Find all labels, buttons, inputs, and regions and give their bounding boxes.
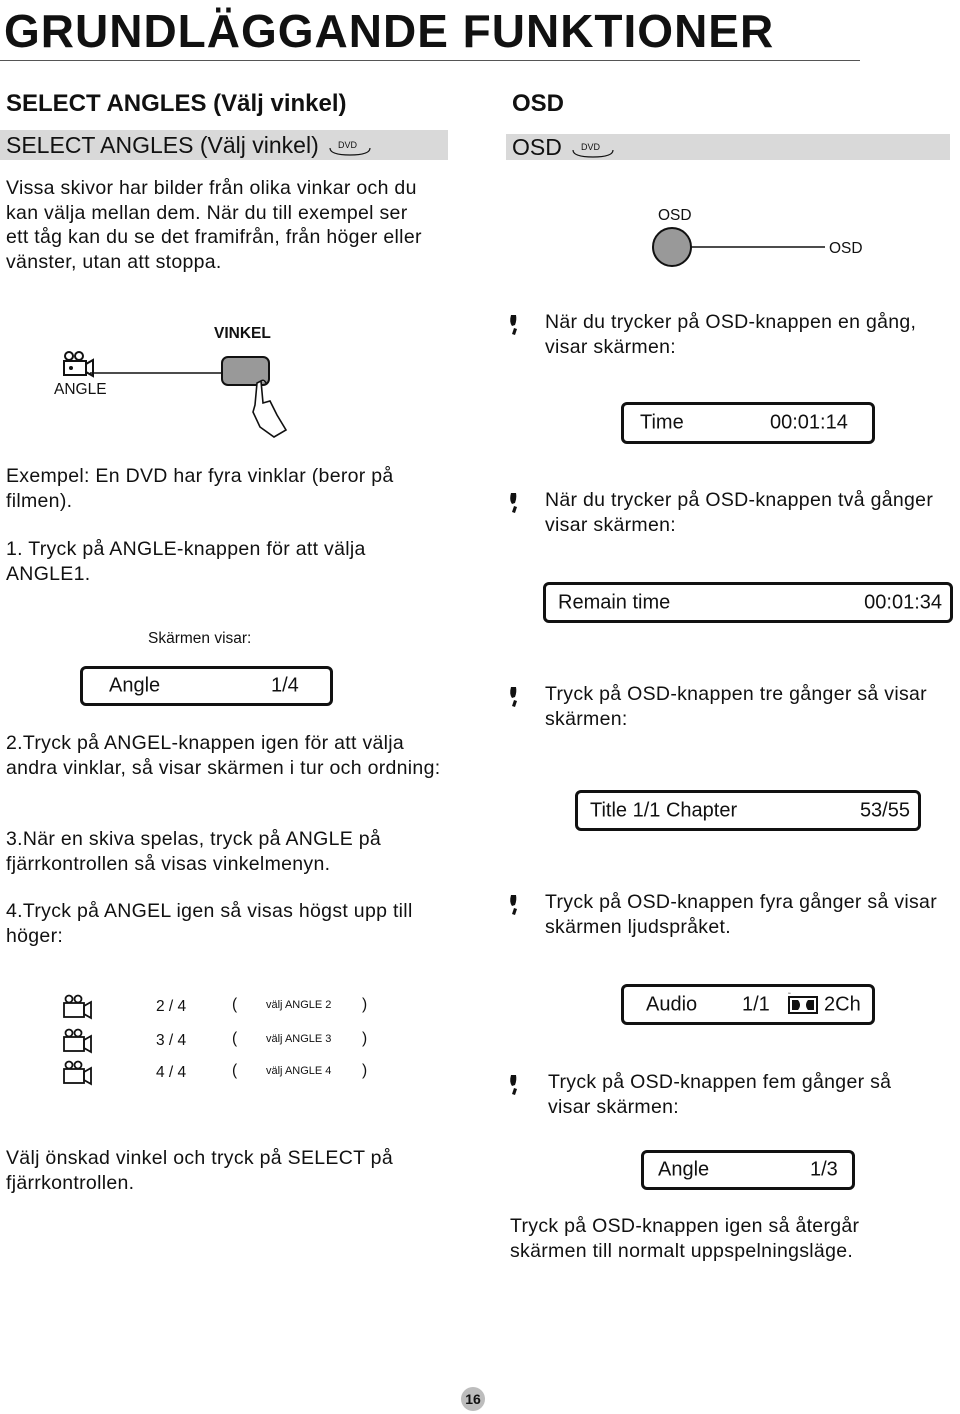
osd-button-icon: [653, 228, 691, 266]
list-item: 4 / 4 ( välj ANGLE 4 ): [60, 1058, 400, 1086]
camera-icon: [62, 994, 94, 1020]
angle-display-box: [80, 666, 333, 706]
osd-item-4-text: Tryck på OSD-knappen fyra gånger så visar skärmen ljudspråket.: [545, 891, 937, 938]
right-closing: Tryck på OSD-knappen igen så återgår skärmen till normalt uppspelningsläge.: [510, 1215, 860, 1262]
camera-icon: [64, 352, 93, 376]
list-item: 2 / 4 ( välj ANGLE 2 ): [60, 992, 400, 1020]
dvd-logo-icon: [327, 138, 373, 156]
svg-text:DVD: DVD: [581, 141, 601, 152]
camera-icon: [62, 1028, 94, 1054]
angle-box-label: Angle: [109, 674, 161, 697]
bullet-icon: [508, 1074, 520, 1096]
osd-line-label: OSD: [829, 240, 863, 257]
left-bar-label: SELECT ANGLES (Välj vinkel): [6, 132, 319, 158]
list-item: 3 / 4 ( välj ANGLE 3 ): [60, 1026, 400, 1054]
step2-text: 2.Tryck på ANGEL-knappen igen för att välja andra vinklar, så visar skärmen i tur och ordning:: [6, 732, 441, 779]
angle-label: ANGLE: [54, 381, 107, 398]
left-section-bar: [0, 130, 448, 160]
step4-text: 4.Tryck på ANGEL igen så visas högst upp till höger:: [6, 900, 413, 947]
bullet-icon: [508, 492, 520, 514]
page-number: 16: [461, 1387, 485, 1411]
osd-button-diagram: [650, 226, 830, 270]
dolby-logo-icon: [788, 992, 818, 1014]
step1-text: 1. Tryck på ANGLE-knappen för att välja ANGLE1.: [6, 538, 366, 585]
svg-text:DD: DD: [788, 992, 791, 995]
example-text: Exempel: En DVD har fyra vinklar (beror på filmen).: [6, 465, 394, 512]
bullet-icon: [508, 314, 520, 336]
osd-display-box-4: Audio 1/1 DD 2Ch: [621, 984, 875, 1025]
right-bar-label: OSD: [512, 134, 562, 160]
bullet-icon: [508, 894, 520, 916]
page-title: GRUNDLÄGGANDE FUNKTIONER: [4, 5, 775, 57]
finger-press-icon: [253, 380, 286, 437]
angle-list: [60, 992, 400, 1092]
osd-item-1-text: När du trycker på OSD-knappen en gång, visar skärmen:: [545, 311, 917, 358]
osd-button-label: OSD: [658, 207, 692, 224]
title-divider: [0, 60, 860, 61]
osd-item-5-text: Tryck på OSD-knappen fem gånger så visar skärmen:: [548, 1071, 892, 1118]
step3-text: 3.När en skiva spelas, tryck på ANGLE på fjärrkontrollen så visas vinkelmenyn.: [6, 828, 382, 875]
osd-display-box-1: Time 00:01:14: [621, 402, 875, 444]
svg-text:DVD: DVD: [338, 139, 358, 150]
right-heading: OSD: [512, 90, 565, 117]
osd-display-box-2: Remain time 00:01:34: [543, 582, 953, 623]
bullet-icon: [508, 686, 520, 708]
left-heading: SELECT ANGLES (Välj vinkel): [6, 90, 347, 117]
screen-shows-label: Skärmen visar:: [148, 630, 252, 647]
osd-display-box-3: Title 1/1 Chapter 53/55: [575, 790, 921, 831]
osd-display-box-5: Angle 1/3: [641, 1150, 855, 1190]
osd-item-3-text: Tryck på OSD-knappen tre gånger så visar skärmen:: [545, 683, 927, 730]
left-intro: Vissa skivor har bilder från olika vinkar och du kan välja mellan dem. När du till exempel ser ett tåg kan du se det framifrån, från höger eller vänster, utan att stoppa.: [6, 177, 422, 273]
left-closing: Välj önskad vinkel och tryck på SELECT på fjärrkontrollen.: [6, 1147, 393, 1194]
dvd-logo-icon: [570, 140, 616, 158]
camera-icon: [62, 1060, 94, 1086]
angle-box-value: 1/4: [271, 674, 299, 697]
right-section-bar: [506, 134, 950, 160]
osd-item-2-text: När du trycker på OSD-knappen två gånger visar skärmen:: [545, 489, 934, 536]
vinkel-label: VINKEL: [214, 325, 271, 342]
